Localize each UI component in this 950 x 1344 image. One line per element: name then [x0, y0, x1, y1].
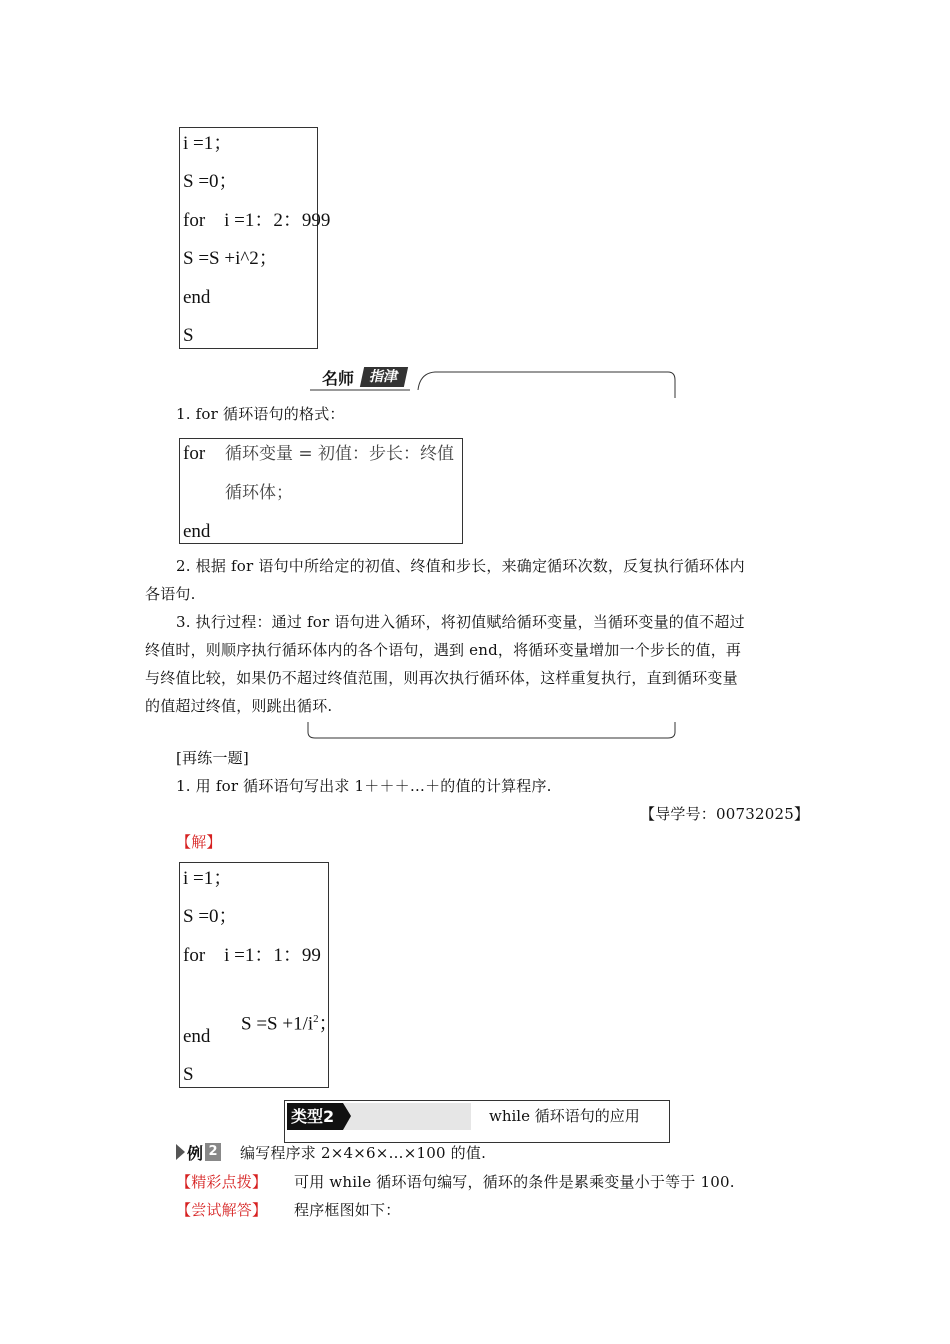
code-block-2 [179, 862, 338, 1088]
tips-title-a: 名师 [322, 369, 355, 388]
format-keyword: for [183, 443, 206, 464]
tips-p2-a: 2. 根据 for 语句中所给定的初值、终值和步长，来确定循环次数，反复执行循环体内 [176, 557, 745, 575]
format-line-1: 循环变量 = 初值：步长：终值 [225, 444, 455, 464]
tips-header-frame [300, 368, 680, 400]
try-tag: 【尝试解答】 [176, 1201, 268, 1219]
format-line-3: end [183, 521, 211, 542]
tips-p3-d: 的值超过终值，则跳出循环. [145, 697, 333, 715]
practice-header: [再练一题] [176, 749, 249, 767]
reference-number: 【导学号：00732025】 [640, 805, 810, 823]
example-marker-icon [176, 1144, 186, 1160]
hint-text: 可用 while 循环语句编写，循环的条件是累乘变量小于等于 100. [294, 1173, 735, 1191]
code-line: i =1； [183, 868, 233, 889]
code-text: S =S +1/i [241, 1013, 314, 1035]
format-line-2: 循环体； [225, 483, 293, 503]
example-badge-b: 2 [205, 1143, 221, 1161]
code-line: i =1； [183, 133, 233, 154]
answer-tag: 【解】 [176, 833, 222, 851]
tips-title-b: 指津 [360, 367, 408, 387]
tips-p2-b: 各语句. [145, 585, 196, 603]
code-line: S =0； [183, 171, 238, 192]
exponent: 2 [313, 1013, 319, 1025]
try-text: 程序框图如下： [294, 1201, 401, 1219]
code-line [222, 986, 338, 1057]
code-line: S =0； [183, 906, 238, 927]
type2-header [284, 1100, 670, 1143]
for-format-box [179, 438, 463, 544]
tips-footer-frame [300, 720, 680, 742]
example-badge-a: 例 [187, 1144, 204, 1163]
badge-arrow-icon [343, 1103, 353, 1130]
code-text: ； [318, 1013, 338, 1035]
example-text: 编写程序求 2×4×6×…×100 的值. [240, 1144, 487, 1162]
tips-p3-c: 与终值比较，如果仍不超过终值范围，则再次执行循环体，这样重复执行，直到循环变量 [145, 669, 738, 687]
type2-badge: 类型2 [287, 1103, 343, 1130]
code-line: for i =1：2：999 [183, 210, 331, 231]
hint-tag: 【精彩点拨】 [176, 1173, 268, 1191]
code-line: S [183, 325, 194, 346]
code-line: S [183, 1064, 194, 1085]
tips-p3-b: 终值时，则顺序执行循环体内的各个语句，遇到 end，将循环变量增加一个步长的值，再 [145, 641, 742, 659]
type2-title: while 循环语句的应用 [489, 1107, 640, 1125]
tips-p1: 1. for 循环语句的格式： [176, 405, 345, 423]
code-line: for i =1：1：99 [183, 945, 321, 966]
code-block-1 [179, 127, 331, 349]
code-line: S =S +i^2； [183, 248, 278, 269]
practice-question: 1. 用 for 循环语句写出求 1＋＋＋…＋的值的计算程序. [176, 777, 552, 795]
code-line: end [183, 287, 211, 308]
code-line: end [183, 1026, 211, 1047]
tips-p3-a: 3. 执行过程：通过 for 语句进入循环，将初值赋给循环变量，当循环变量的值不超过 [176, 613, 745, 631]
